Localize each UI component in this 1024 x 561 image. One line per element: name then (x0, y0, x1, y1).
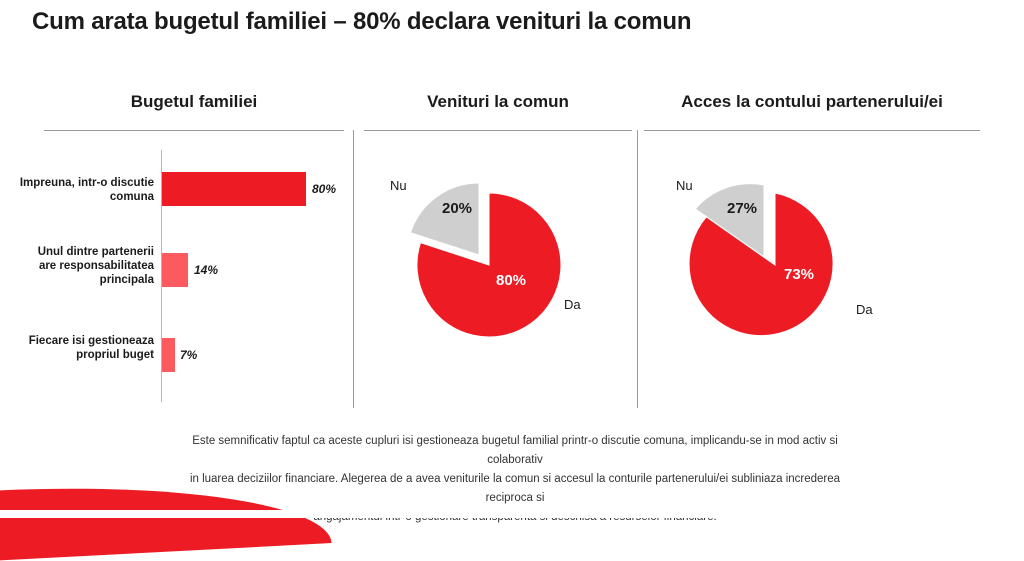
bar-chart (19, 150, 344, 402)
chart-title-pie-2: Acces la contului partenerului/ei (681, 92, 943, 111)
bar-fill (162, 172, 306, 206)
panel-divider-1 (353, 130, 354, 408)
panel-venituri-la-comun (364, 92, 632, 112)
pie-label-nu: Nu (390, 178, 407, 193)
bar-category-label: Fiecare isi gestioneaza propriul buget (28, 335, 154, 361)
panel-rule (364, 130, 632, 131)
footnote-line: Este semnificativ faptul ca aceste cupluri isi gestioneaza bugetul familial printr-o discutie comuna, implicandu-se in mod activ si colaborativ (192, 435, 838, 466)
pie-label-da: Da (564, 297, 581, 312)
bar-category-label: Unul dintre partenerii are responsabilitatea principala (37, 246, 154, 286)
chart-title-pie-1: Venituri la comun (427, 92, 569, 111)
footnote-line: in luarea deciziilor financiare. Alegerea de a avea veniturile la comun si accesul la conturile partenerului/ei subliniaza increderea reciproca si (189, 473, 841, 504)
pie-chart-acces-cont (644, 150, 980, 400)
bottom-mask (0, 510, 1024, 518)
pie-value-da: 73% (784, 266, 815, 283)
bar-category-label: Impreuna, intr-o discutie comuna (19, 177, 154, 203)
pie-value-nu: 27% (727, 200, 758, 217)
panel-rule (44, 130, 344, 131)
bar-value-label: 14% (194, 263, 219, 277)
bar-fill (162, 253, 188, 287)
panel-bugetul-familiei (44, 92, 344, 112)
pie-chart-venituri (364, 150, 632, 400)
page-title: Cum arata bugetul familiei – 80% declara venituri la comun (32, 8, 692, 35)
bar-value-label: 7% (180, 348, 198, 362)
panel-acces-cont-partener (644, 92, 980, 112)
bar-fill (162, 338, 175, 372)
pie-label-nu: Nu (676, 178, 693, 193)
chart-title-bar: Bugetul familiei (130, 92, 258, 111)
panel-rule (644, 130, 980, 131)
pie-value-da: 80% (496, 272, 527, 289)
panel-divider-2 (637, 130, 638, 408)
pie-value-nu: 20% (442, 200, 473, 217)
pie-label-da: Da (856, 302, 873, 317)
bar-value-label: 80% (312, 182, 337, 196)
